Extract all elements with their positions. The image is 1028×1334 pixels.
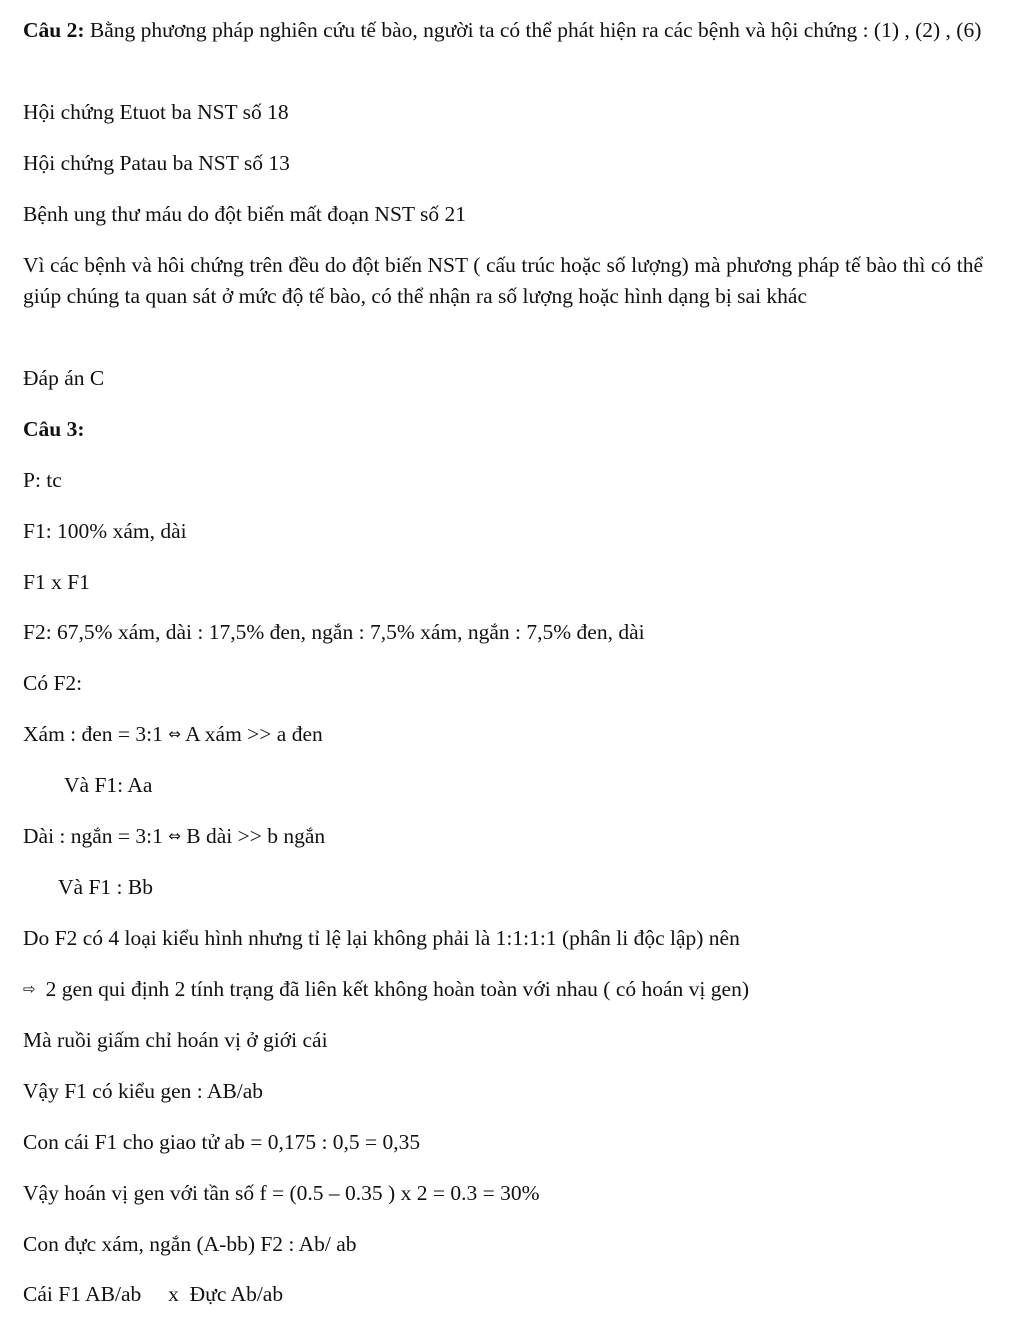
cau2-item-leukemia: Bệnh ung thư máu do đột biến mất đoạn NST số 21 [23,202,467,226]
color-ratio-left: Xám : đen = 3:1 [23,722,169,746]
right-arrow-icon: ⇨ [23,980,36,998]
cau3-co-f2: Có F2: [23,671,83,695]
cau2-explanation: Vì các bệnh và hôi chứng trên đều do đột biến NST ( cấu trúc hoặc số lượng) mà phương pháp tế bào thì có thể giúp chúng ta quan sát ở mức độ tế bào, có thể nhận ra số lượng hoặc hình dạng bị sai khác [23,253,983,308]
cau3-male-f2: Con đực xám, ngắn (A-bb) F2 : Ab/ ab [23,1232,357,1256]
length-ratio-left: Dài : ngắn = 3:1 [23,824,169,848]
color-ratio-right: A xám >> a đen [180,722,323,746]
cau3-recombination-frequency: Vậy hoán vị gen với tần số f = (0.5 – 0.35 ) x 2 = 0.3 = 30% [23,1181,540,1205]
length-ratio-right: B dài >> b ngắn [180,824,326,848]
cau2-intro-paragraph [23,15,983,46]
cau3-fruit-fly-note: Mà ruồi giấm chỉ hoán vị ở giới cái [23,1028,328,1052]
cau2-item-patau: Hội chứng Patau ba NST số 13 [23,151,290,175]
cau3-f1-aa: Và F1: Aa [64,773,153,797]
iff-arrow-icon: ⇔ [168,827,181,845]
cau3-f1: F1: 100% xám, dài [23,519,187,543]
cau3-f1-genotype: Vậy F1 có kiểu gen : AB/ab [23,1079,264,1103]
cau2-item-etuot: Hội chứng Etuot ba NST số 18 [23,100,289,124]
cau3-p: P: tc [23,468,62,492]
cau2-answer: Đáp án C [23,366,105,390]
cau3-length-ratio [23,821,325,854]
cau3-f1-bb: Và F1 : Bb [58,875,153,899]
iff-arrow-icon: ⇔ [168,725,181,743]
cau3-reason: Do F2 có 4 loại kiểu hình nhưng tỉ lệ lại không phải là 1:1:1:1 (phân li độc lập) nên [23,926,740,950]
cau3-female-gamete: Con cái F1 cho giao tử ab = 0,175 : 0,5 = 0,35 [23,1130,421,1154]
cau3-final-cross: Cái F1 AB/ab x Đực Ab/ab [23,1282,284,1306]
cau3-heading: Câu 3: [23,417,85,441]
cau3-color-ratio [23,719,323,752]
cau3-f2-result: F2: 67,5% xám, dài : 17,5% đen, ngắn : 7,5% xám, ngắn : 7,5% đen, dài [23,620,645,644]
cau3-cross: F1 x F1 [23,570,90,594]
conclusion-text: 2 gen qui định 2 tính trạng đã liên kết không hoàn toàn với nhau ( có hoán vị gen) [45,977,749,1001]
cau2-heading: Câu 2: [23,18,85,42]
cau3-conclusion [23,974,749,1007]
cau2-intro-text: Bằng phương pháp nghiên cứu tế bào, người ta có thể phát hiện ra các bệnh và hội chứng : (1) , (2) , (6) [84,18,982,42]
